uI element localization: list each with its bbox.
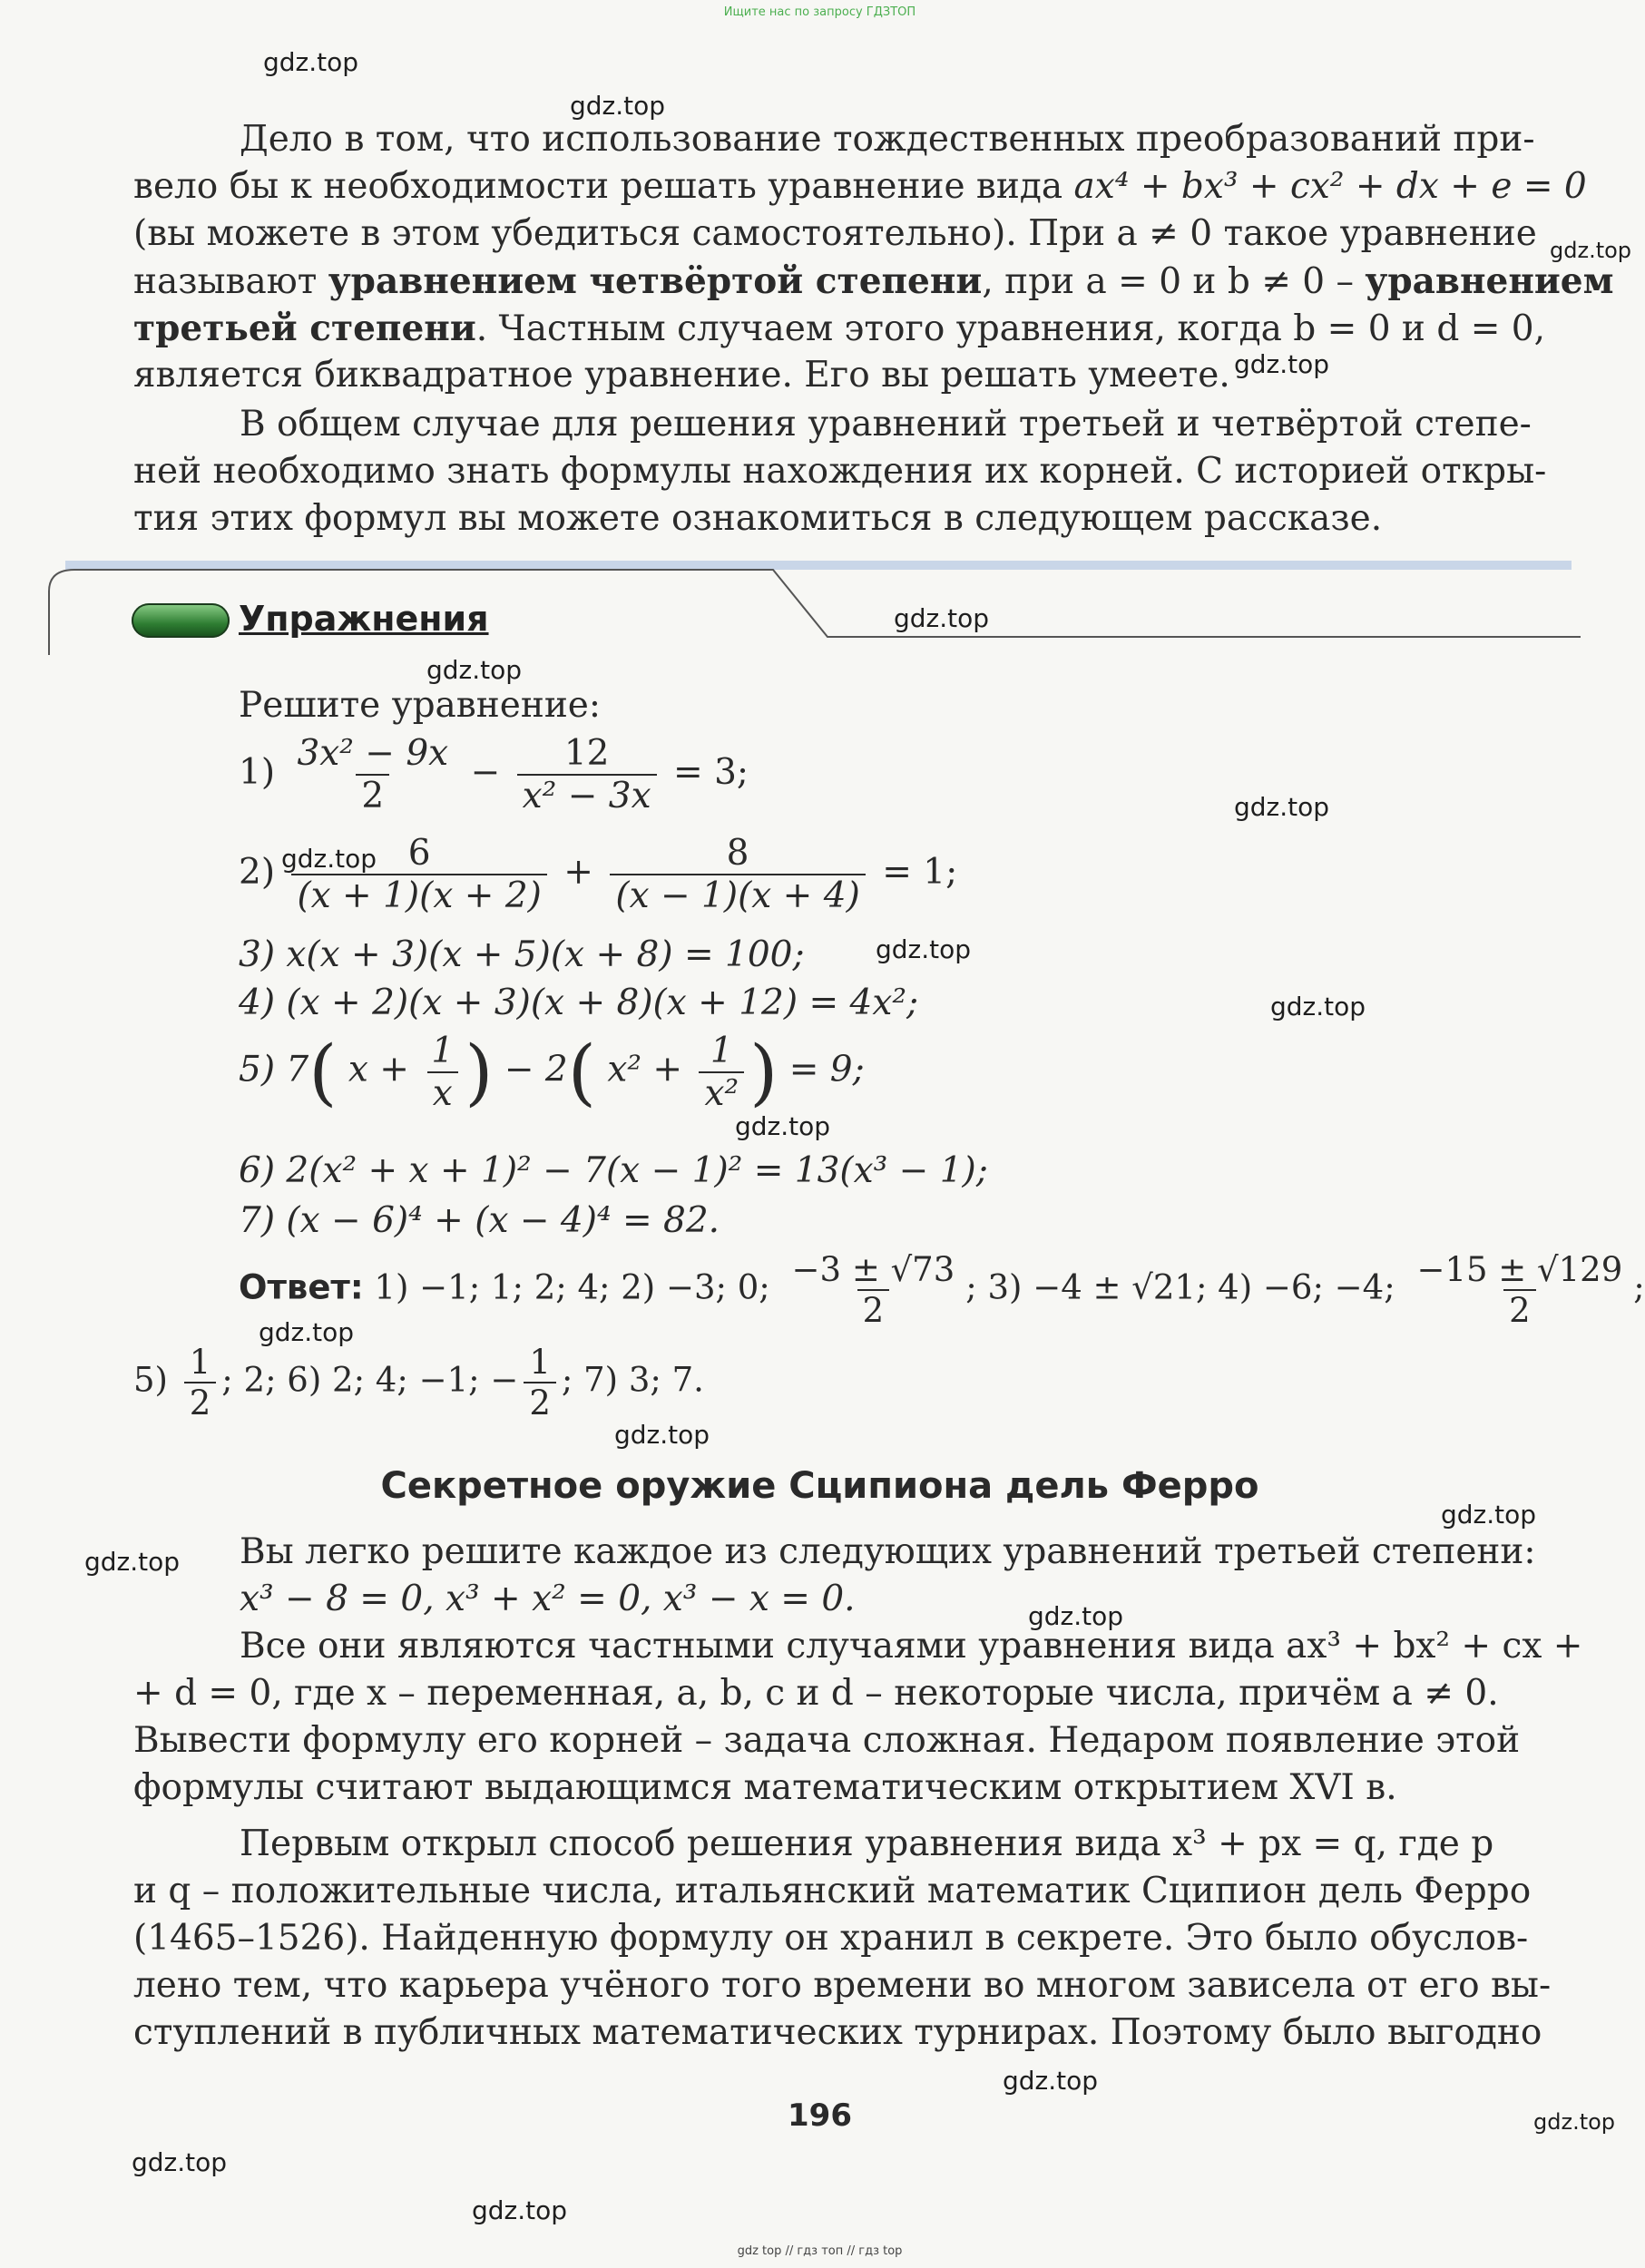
watermark: gdz.top (614, 1420, 710, 1450)
text-span: , при a = 0 и b ≠ 0 – (982, 261, 1366, 302)
numerator: −15 ± √129 (1416, 1250, 1623, 1289)
text-line: x³ − 8 = 0, x³ + x² = 0, x³ − x = 0. (240, 1579, 856, 1619)
text-line: является биквадратное уравнение. Его вы решать умеете. (133, 355, 1230, 396)
answer-text: ; 7) 3; 7. (561, 1360, 704, 1400)
text-line: + d = 0, где x – переменная, a, b, c и d – некоторые числа, причём a ≠ 0. (133, 1673, 1499, 1714)
rhs: = 9; (788, 1049, 865, 1090)
numerator: 1 (431, 1030, 455, 1071)
term: − 2 (504, 1049, 568, 1090)
text-line (133, 163, 1587, 210)
text-line: (1465–1526). Найденную формулу он хранил в секрете. Это было обуслов- (133, 1918, 1529, 1959)
term: x + (348, 1049, 409, 1090)
watermark: gdz.top (263, 47, 359, 77)
rhs: = 1; (882, 852, 958, 893)
denominator: x² − 3x (517, 774, 657, 816)
numerator: 1 (189, 1343, 211, 1382)
task-4: 4) (x + 2)(x + 3)(x + 8)(x + 12) = 4x²; (239, 982, 919, 1023)
watermark: gdz.top (1270, 992, 1366, 1022)
text-line (133, 258, 1614, 305)
paren: ) (465, 1030, 494, 1114)
denominator: 2 (184, 1382, 217, 1422)
text-line: ступлений в публичных математических турнирах. Поэтому было выгодно (133, 2012, 1542, 2053)
text-line: Дело в том, что использование тождественных преобразований при- (240, 119, 1535, 160)
numerator: 6 (407, 833, 431, 874)
paragraph-general (133, 401, 1553, 543)
text-line: В общем случае для решения уравнений третьей и четвёртой степе- (240, 404, 1532, 445)
watermark: gdz.top (281, 844, 377, 874)
term: x² + (607, 1049, 683, 1090)
task-number: 2) (239, 852, 276, 893)
answer-line-1 (239, 1250, 1645, 1330)
text-span: . Частным случаем этого уравнения, когда b = 0 и d = 0, (475, 308, 1545, 349)
text-line: Все они являются частными случаями уравнения вида ax³ + bx² + cx + (240, 1626, 1583, 1667)
task-3: 3) x(x + 3)(x + 5)(x + 8) = 100; (239, 934, 805, 975)
answer-line-2 (133, 1343, 704, 1422)
watermark: gdz.top (1550, 238, 1632, 263)
watermark: gdz.top (259, 1317, 355, 1347)
numerator: 12 (563, 733, 610, 774)
operator: + (563, 852, 593, 893)
numerator: 1 (529, 1343, 551, 1382)
watermark: gdz.top (1028, 1601, 1124, 1631)
fraction (184, 1343, 217, 1422)
spacer (133, 1812, 1553, 1821)
watermark: gdz.top (894, 603, 990, 633)
paren: ) (749, 1030, 778, 1114)
page-number: 196 (788, 2097, 852, 2134)
section-paragraphs (133, 1529, 1583, 2057)
text-line: и q – положительные числа, итальянский математик Сципион дель Ферро (133, 1871, 1532, 1911)
fraction (517, 733, 657, 816)
watermark: gdz.top (1234, 792, 1330, 822)
task-number: 5) 7 (239, 1049, 309, 1090)
answer-text: ; 3) −4 ± √21; 4) −6; −4; (965, 1267, 1395, 1307)
answer-text: 5) (133, 1360, 168, 1400)
denominator: 2 (1503, 1289, 1536, 1330)
denominator: (x + 1)(x + 2) (291, 874, 546, 916)
watermark: gdz.top (472, 2195, 568, 2225)
fraction (1411, 1250, 1628, 1330)
denominator: x (427, 1071, 458, 1114)
watermark: gdz.top (1441, 1500, 1537, 1530)
watermark: gdz.top (1003, 2066, 1099, 2096)
task-2 (239, 833, 957, 916)
numerator: 8 (726, 833, 749, 874)
text-line: Вывести формулу его корней – задача сложная. Недаром появление этой (133, 1720, 1521, 1761)
task-1 (239, 733, 749, 816)
watermark: gdz.top (735, 1111, 831, 1141)
task-6: 6) 2(x² + x + 1)² − 7(x − 1)² = 13(x³ − 1); (239, 1150, 988, 1191)
fraction (787, 1250, 961, 1330)
answer-text: 1) −1; 1; 2; 4; 2) −3; 0; (374, 1267, 770, 1307)
watermark: gdz.top (1533, 2109, 1616, 2135)
exercises-title: Упражнения (239, 599, 489, 639)
fraction (291, 833, 546, 916)
section-title: Секретное оружие Сципиона дель Ферро (380, 1465, 1259, 1507)
exercises-intro: Решите уравнение: (239, 685, 602, 726)
denominator: 2 (857, 1289, 890, 1330)
text-span: вело бы к необходимости решать уравнение вида (133, 166, 1074, 207)
fraction (524, 1343, 556, 1422)
watermark: gdz.top (132, 2147, 228, 2177)
operator: − (470, 752, 501, 793)
watermark: gdz.top (1234, 349, 1330, 379)
exercises-icon (132, 603, 230, 638)
denominator: 2 (524, 1382, 556, 1422)
fraction (699, 1031, 744, 1114)
rhs: = 3; (673, 752, 749, 793)
text-span: называют (133, 261, 328, 302)
text-line: тия этих формул вы можете ознакомиться в следующем рассказе. (133, 498, 1383, 539)
task-7: 7) (x − 6)⁴ + (x − 4)⁴ = 82. (239, 1200, 720, 1241)
paren: ( (308, 1030, 338, 1114)
term-bold: уравнением (1365, 260, 1614, 302)
fraction (426, 1031, 459, 1114)
text-line: (вы можете в этом убедиться самостоятельно). При a ≠ 0 такое уравнение (133, 213, 1537, 254)
text-line: лено тем, что карьера учёного того времени во многом зависела от его вы- (133, 1965, 1552, 2006)
denominator: (x − 1)(x + 4) (610, 874, 865, 916)
top-banner: Ищите нас по запросу ГДЗТОП (723, 5, 916, 19)
fraction (291, 733, 454, 816)
task-5 (239, 1030, 865, 1114)
equation: ax⁴ + bx³ + cx² + dx + e = 0 (1073, 166, 1587, 207)
answer-text: ; 2; 6) 2; 4; −1; − (221, 1360, 519, 1400)
term-bold: уравнением четвёртой степени (328, 260, 983, 302)
numerator: 3x² − 9x (297, 733, 449, 774)
text-line: формулы считают выдающимся математическим открытием XVI в. (133, 1767, 1397, 1808)
answer-label: Ответ: (239, 1267, 364, 1307)
numerator: −3 ± √73 (791, 1250, 955, 1289)
watermark: gdz.top (876, 934, 972, 964)
denominator: x² (699, 1071, 744, 1114)
text-line: ней необходимо знать формулы нахождения их корней. С историей откры- (133, 451, 1547, 492)
term-bold: третьей степени (133, 308, 476, 349)
denominator: 2 (356, 774, 389, 816)
paren: ( (567, 1030, 596, 1114)
numerator: 1 (710, 1030, 733, 1071)
bottom-banner: gdz top // гдз топ // гдз top (737, 2244, 903, 2258)
watermark: gdz.top (84, 1547, 181, 1577)
task-number: 1) (239, 752, 276, 793)
text-line: Первым открыл способ решения уравнения вида x³ + px = q, где p (240, 1823, 1494, 1864)
fraction (610, 833, 865, 916)
watermark: gdz.top (426, 655, 523, 685)
text-line: Вы легко решите каждое из следующих уравнений третьей степени: (240, 1531, 1536, 1572)
answer-text: ; (1633, 1267, 1645, 1307)
watermark: gdz.top (570, 91, 666, 121)
text-line (133, 305, 1553, 352)
